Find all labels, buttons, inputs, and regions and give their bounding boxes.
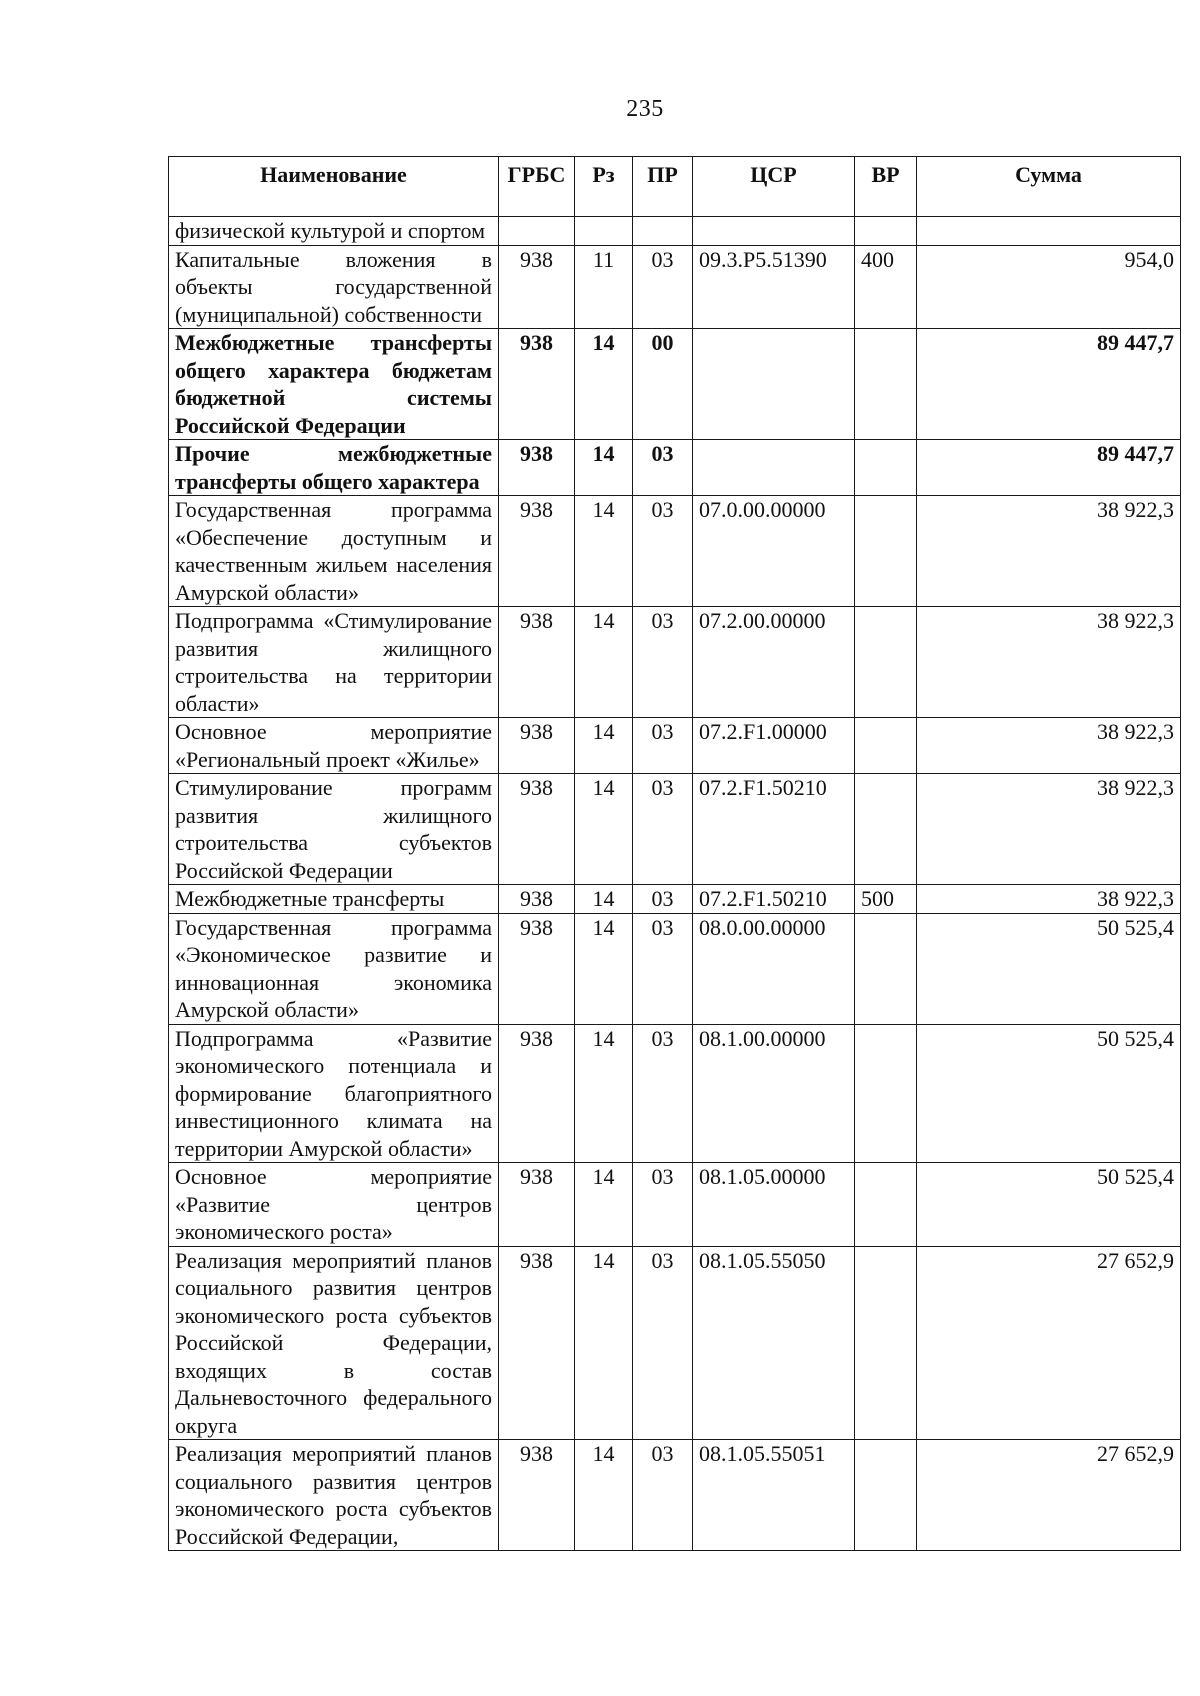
cell-name: Реализация мероприятий планов социального развития центров экономического роста субъектов Российской Федерации, — [169, 1440, 499, 1551]
cell-rz: 14 — [575, 913, 633, 1024]
cell-grbs: 938 — [499, 774, 575, 885]
table-row — [169, 913, 1181, 1024]
cell-csr: 08.1.05.00000 — [693, 1163, 855, 1247]
cell-grbs: 938 — [499, 1163, 575, 1247]
table-row — [169, 496, 1181, 607]
cell-vr — [855, 1246, 917, 1440]
cell-sum: 38 922,3 — [917, 885, 1181, 914]
table-body — [169, 217, 1181, 1551]
table-row — [169, 607, 1181, 718]
cell-vr — [855, 217, 917, 246]
cell-rz: 14 — [575, 885, 633, 914]
cell-vr — [855, 774, 917, 885]
cell-pr: 03 — [633, 1024, 693, 1163]
cell-name: Государственная программа «Обеспечение доступным и качественным жильем населения Амурской области» — [169, 496, 499, 607]
table-header-row — [169, 157, 1181, 217]
table-row — [169, 329, 1181, 440]
table-row — [169, 774, 1181, 885]
cell-vr — [855, 329, 917, 440]
cell-name: Межбюджетные трансферты — [169, 885, 499, 914]
cell-grbs: 938 — [499, 913, 575, 1024]
cell-rz: 11 — [575, 245, 633, 329]
cell-name: Подпрограмма «Развитие экономического потенциала и формирование благоприятного инвестиционного климата на территории Амурской области» — [169, 1024, 499, 1163]
table-row — [169, 217, 1181, 246]
cell-csr: 07.0.00.00000 — [693, 496, 855, 607]
table-row — [169, 1163, 1181, 1247]
cell-vr — [855, 440, 917, 496]
header-name: Наименование — [169, 157, 499, 217]
cell-sum: 38 922,3 — [917, 496, 1181, 607]
header-pr: ПР — [633, 157, 693, 217]
cell-pr: 03 — [633, 774, 693, 885]
cell-csr: 07.2.00.00000 — [693, 607, 855, 718]
cell-name: Реализация мероприятий планов социального развития центров экономического роста субъектов Российской Федерации, входящих в состав Дальневосточного федерального округа — [169, 1246, 499, 1440]
cell-rz: 14 — [575, 1163, 633, 1247]
cell-rz — [575, 217, 633, 246]
cell-grbs: 938 — [499, 329, 575, 440]
cell-pr: 03 — [633, 496, 693, 607]
cell-sum — [917, 217, 1181, 246]
cell-name: Подпрограмма «Стимулирование развития жилищного строительства на территории области» — [169, 607, 499, 718]
budget-table — [168, 156, 1181, 1551]
cell-sum: 38 922,3 — [917, 718, 1181, 774]
cell-vr: 500 — [855, 885, 917, 914]
cell-name: Межбюджетные трансферты общего характера бюджетам бюджетной системы Российской Федерации — [169, 329, 499, 440]
cell-sum: 50 525,4 — [917, 913, 1181, 1024]
cell-csr: 08.1.00.00000 — [693, 1024, 855, 1163]
cell-vr — [855, 607, 917, 718]
cell-csr: 08.1.05.55051 — [693, 1440, 855, 1551]
cell-pr: 00 — [633, 329, 693, 440]
header-vr: ВР — [855, 157, 917, 217]
cell-pr: 03 — [633, 1440, 693, 1551]
cell-pr: 03 — [633, 913, 693, 1024]
table-row — [169, 1246, 1181, 1440]
header-grbs: ГРБС — [499, 157, 575, 217]
cell-sum: 50 525,4 — [917, 1024, 1181, 1163]
cell-grbs: 938 — [499, 1024, 575, 1163]
header-sum: Сумма — [917, 157, 1181, 217]
cell-pr: 03 — [633, 245, 693, 329]
table-row — [169, 1440, 1181, 1551]
cell-name: Капитальные вложения в объекты государственной (муниципальной) собственности — [169, 245, 499, 329]
cell-sum: 38 922,3 — [917, 774, 1181, 885]
cell-grbs: 938 — [499, 440, 575, 496]
cell-grbs — [499, 217, 575, 246]
header-csr: ЦСР — [693, 157, 855, 217]
table-row — [169, 718, 1181, 774]
cell-rz: 14 — [575, 1246, 633, 1440]
cell-rz: 14 — [575, 774, 633, 885]
cell-rz: 14 — [575, 440, 633, 496]
table-row — [169, 1024, 1181, 1163]
cell-rz: 14 — [575, 329, 633, 440]
cell-name: Основное мероприятие «Развитие центров экономического роста» — [169, 1163, 499, 1247]
cell-csr: 08.1.05.55050 — [693, 1246, 855, 1440]
cell-rz: 14 — [575, 496, 633, 607]
table-row — [169, 245, 1181, 329]
cell-rz: 14 — [575, 607, 633, 718]
cell-name: Прочие межбюджетные трансферты общего характера — [169, 440, 499, 496]
cell-csr: 09.3.P5.51390 — [693, 245, 855, 329]
cell-sum: 38 922,3 — [917, 607, 1181, 718]
cell-rz: 14 — [575, 1440, 633, 1551]
cell-sum: 27 652,9 — [917, 1246, 1181, 1440]
cell-csr: 08.0.00.00000 — [693, 913, 855, 1024]
cell-vr — [855, 1163, 917, 1247]
header-rz: Рз — [575, 157, 633, 217]
cell-csr — [693, 217, 855, 246]
cell-csr: 07.2.F1.50210 — [693, 885, 855, 914]
cell-grbs: 938 — [499, 885, 575, 914]
cell-vr — [855, 1024, 917, 1163]
cell-pr — [633, 217, 693, 246]
table-row — [169, 440, 1181, 496]
cell-pr: 03 — [633, 885, 693, 914]
cell-rz: 14 — [575, 1024, 633, 1163]
page-number: 235 — [626, 96, 664, 122]
cell-grbs: 938 — [499, 496, 575, 607]
cell-sum: 954,0 — [917, 245, 1181, 329]
cell-csr: 07.2.F1.00000 — [693, 718, 855, 774]
cell-grbs: 938 — [499, 718, 575, 774]
table-row — [169, 885, 1181, 914]
cell-sum: 27 652,9 — [917, 1440, 1181, 1551]
cell-grbs: 938 — [499, 1246, 575, 1440]
cell-vr — [855, 718, 917, 774]
cell-sum: 89 447,7 — [917, 329, 1181, 440]
cell-pr: 03 — [633, 718, 693, 774]
cell-sum: 50 525,4 — [917, 1163, 1181, 1247]
cell-name: Государственная программа «Экономическое развитие и инновационная экономика Амурской области» — [169, 913, 499, 1024]
cell-grbs: 938 — [499, 245, 575, 329]
cell-vr — [855, 1440, 917, 1551]
cell-rz: 14 — [575, 718, 633, 774]
cell-pr: 03 — [633, 1163, 693, 1247]
cell-vr — [855, 496, 917, 607]
cell-grbs: 938 — [499, 1440, 575, 1551]
cell-pr: 03 — [633, 607, 693, 718]
cell-grbs: 938 — [499, 607, 575, 718]
cell-csr — [693, 329, 855, 440]
cell-sum: 89 447,7 — [917, 440, 1181, 496]
cell-vr: 400 — [855, 245, 917, 329]
cell-pr: 03 — [633, 1246, 693, 1440]
cell-name: Стимулирование программ развития жилищного строительства субъектов Российской Федерации — [169, 774, 499, 885]
cell-vr — [855, 913, 917, 1024]
cell-csr: 07.2.F1.50210 — [693, 774, 855, 885]
cell-name: физической культурой и спортом — [169, 217, 499, 246]
cell-csr — [693, 440, 855, 496]
cell-pr: 03 — [633, 440, 693, 496]
cell-name: Основное мероприятие «Региональный проект «Жилье» — [169, 718, 499, 774]
